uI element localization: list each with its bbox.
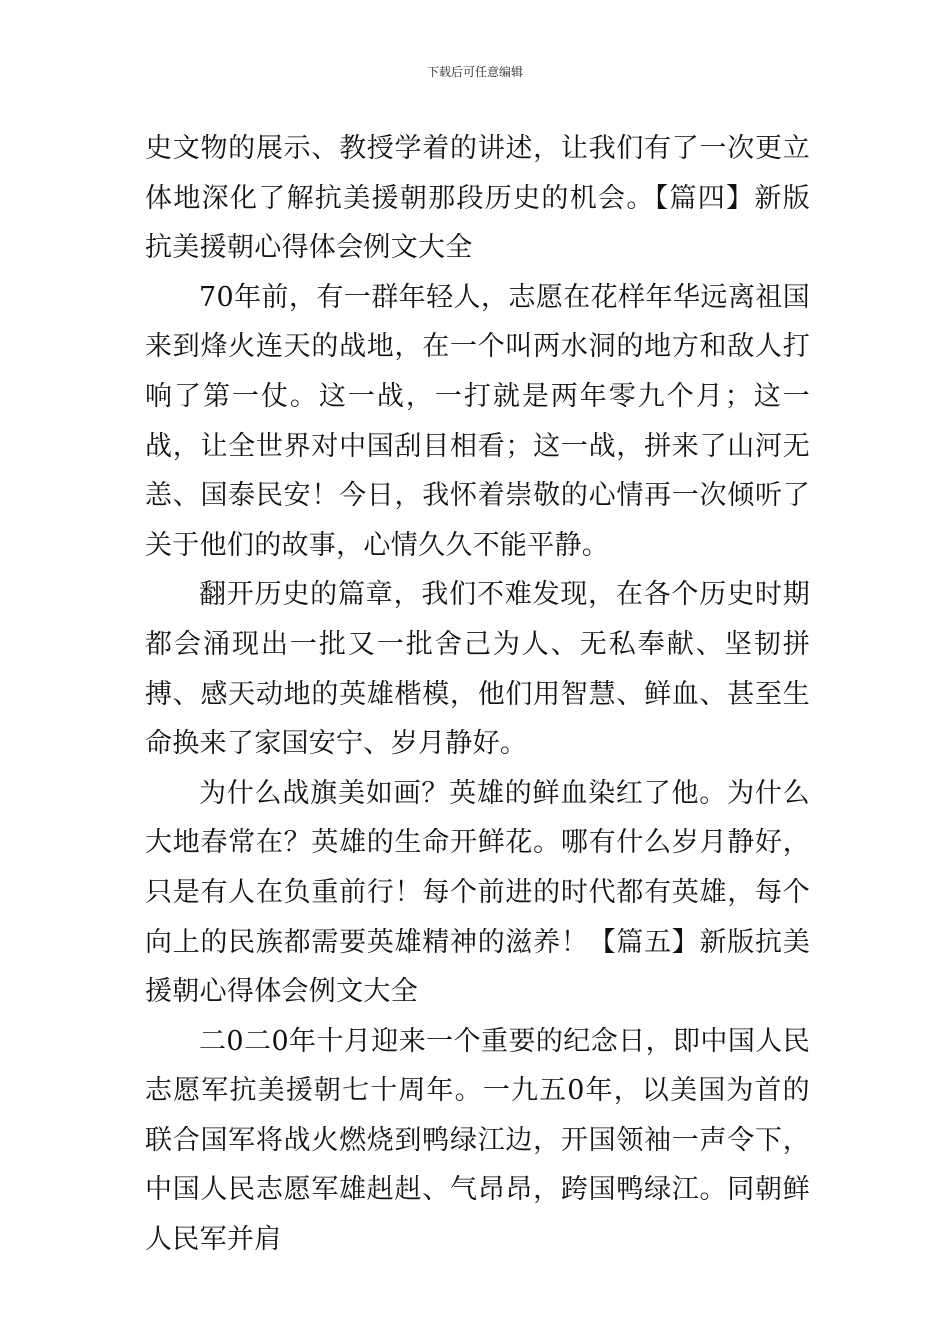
- paragraph-5: 二0二0年十月迎来一个重要的纪念日，即中国人民志愿军抗美援朝七十周年。一九五0年，以美国为首的联合国军将战火燃烧到鸭绿江边，开国领袖一声令下，中国人民志愿军雄赳赳、气昂昂，跨国鸭绿江。同朝鲜人民军并肩: [145, 1025, 810, 1256]
- paragraph-1: 史文物的展示、教授学着的讲述，让我们有了一次更立体地深化了解抗美援朝那段历史的机会。【篇四】新版抗美援朝心得体会例文大全: [145, 133, 810, 264]
- paragraph-3: 翻开历史的篇章，我们不难发现，在各个历史时期都会涌现出一批又一批舍己为人、无私奉献、坚韧拼搏、感天动地的英雄楷模，他们用智慧、鲜血、甚至生命换来了家国安宁、岁月静好。: [145, 579, 810, 760]
- document-body: [145, 124, 810, 1265]
- page-header: 下载后可任意编辑: [426, 65, 523, 79]
- paragraph-4: 为什么战旗美如画？英雄的鲜血染红了他。为什么大地春常在？英雄的生命开鲜花。哪有什么岁月静好，只是有人在负重前行！每个前进的时代都有英雄，每个向上的民族都需要英雄精神的滋养！【篇五】新版抗美援朝心得体会例文大全: [145, 777, 810, 1008]
- paragraph-2: 70年前，有一群年轻人，志愿在花样年华远离祖国来到烽火连天的战地，在一个叫两水洞的地方和敌人打响了第一仗。这一战，一打就是两年零九个月；这一战，让全世界对中国刮目相看；这一战，拼来了山河无恙、国泰民安！今日，我怀着崇敬的心情再一次倾听了关于他们的故事，心情久久不能平静。: [145, 281, 810, 561]
